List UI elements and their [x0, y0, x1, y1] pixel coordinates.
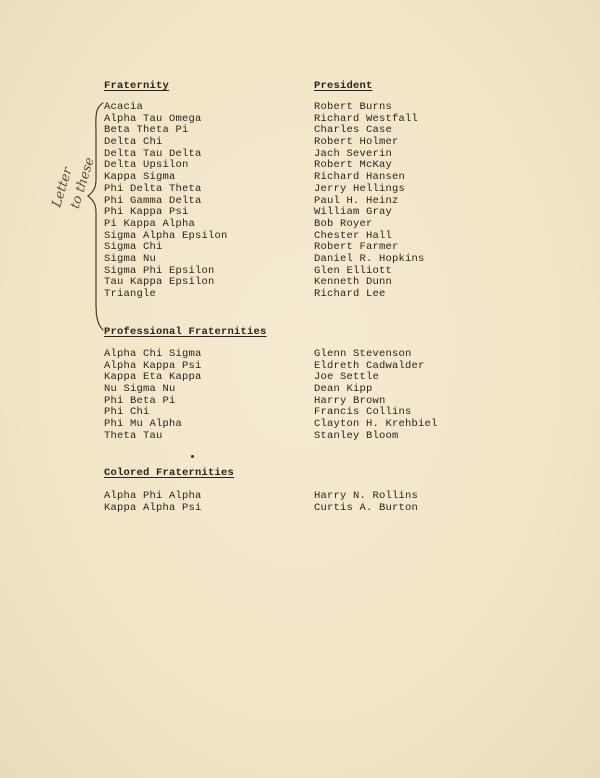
list-item: Kenneth Dunn [314, 276, 393, 289]
list-item: Sigma Nu [104, 252, 157, 265]
list-item: Delta Chi [104, 136, 163, 149]
list-item: Francis Collins [314, 406, 412, 419]
fraternity-heading: Fraternity [104, 80, 170, 92]
list-item: Alpha Phi Alpha [104, 490, 202, 502]
list-item: Delta Tau Delta [104, 147, 202, 160]
list-item: Dean Kipp [314, 383, 373, 396]
list-item: Harry N. Rollins [314, 490, 419, 502]
list-item: Sigma Alpha Epsilon [104, 229, 228, 242]
list-item: Sigma Chi [104, 241, 163, 254]
list-item: Alpha Chi Sigma [104, 348, 202, 360]
list-item: Kappa Alpha Psi [104, 501, 202, 514]
list-item: Phi Gamma Delta [104, 194, 202, 207]
list-item: Pi Kappa Alpha [104, 217, 196, 230]
list-item: Phi Delta Theta [104, 182, 202, 195]
list-item: Triangle [104, 288, 157, 300]
list-item: Phi Beta Pi [104, 394, 176, 407]
professional-fraternities-heading: Professional Fraternities [104, 326, 267, 338]
list-item: Robert Holmer [314, 136, 399, 149]
annotation-line-2: to these [67, 155, 98, 211]
list-item: Kappa Eta Kappa [104, 371, 202, 384]
list-item: Phi Chi [104, 406, 150, 419]
list-item: Robert Farmer [314, 241, 399, 254]
list-item: Richard Lee [314, 288, 386, 300]
list-item: Acacia [104, 101, 144, 113]
list-item: Theta Tau [104, 429, 163, 442]
list-item: Harry Brown [314, 394, 386, 407]
list-item: Glen Elliott [314, 264, 393, 277]
bracket-mark [88, 103, 103, 330]
list-item: Phi Mu Alpha [104, 418, 183, 431]
list-item: Sigma Phi Epsilon [104, 264, 215, 277]
list-item: Robert Burns [314, 101, 393, 113]
list-item: Richard Westfall [314, 112, 419, 125]
annotation-line-1: Letter [49, 165, 76, 210]
list-item: Clayton H. Krehbiel [314, 418, 438, 431]
list-item: Tau Kappa Epsilon [104, 276, 215, 289]
list-item: Chester Hall [314, 229, 393, 242]
list-item: Joe Settle [314, 371, 380, 384]
list-item: Paul H. Heinz [314, 194, 399, 207]
list-item: Jerry Hellings [314, 182, 406, 195]
list-item: Robert McKay [314, 159, 393, 172]
list-item: Stanley Bloom [314, 429, 399, 442]
list-item: Nu Sigma Nu [104, 383, 176, 396]
list-item: Glenn Stevenson [314, 348, 412, 360]
list-item: Kappa Sigma [104, 171, 176, 184]
list-item: William Gray [314, 206, 393, 219]
list-item: Alpha Kappa Psi [104, 359, 202, 372]
list-item: Jach Severin [314, 147, 393, 160]
list-item: Bob Royer [314, 217, 373, 230]
list-item: Eldreth Cadwalder [314, 359, 425, 372]
list-item: Daniel R. Hopkins [314, 252, 425, 265]
colored-fraternities-heading: Colored Fraternities [104, 467, 235, 479]
list-item: Phi Kappa Psi [104, 206, 189, 219]
list-item: Charles Case [314, 124, 393, 137]
list-item: Alpha Tau Omega [104, 112, 202, 125]
list-item: Beta Theta Pi [104, 124, 189, 137]
list-item: Curtis A. Burton [314, 501, 419, 514]
list-item: Delta Upsilon [104, 159, 189, 172]
president-heading: President [314, 80, 373, 92]
list-item: Richard Hansen [314, 171, 406, 184]
